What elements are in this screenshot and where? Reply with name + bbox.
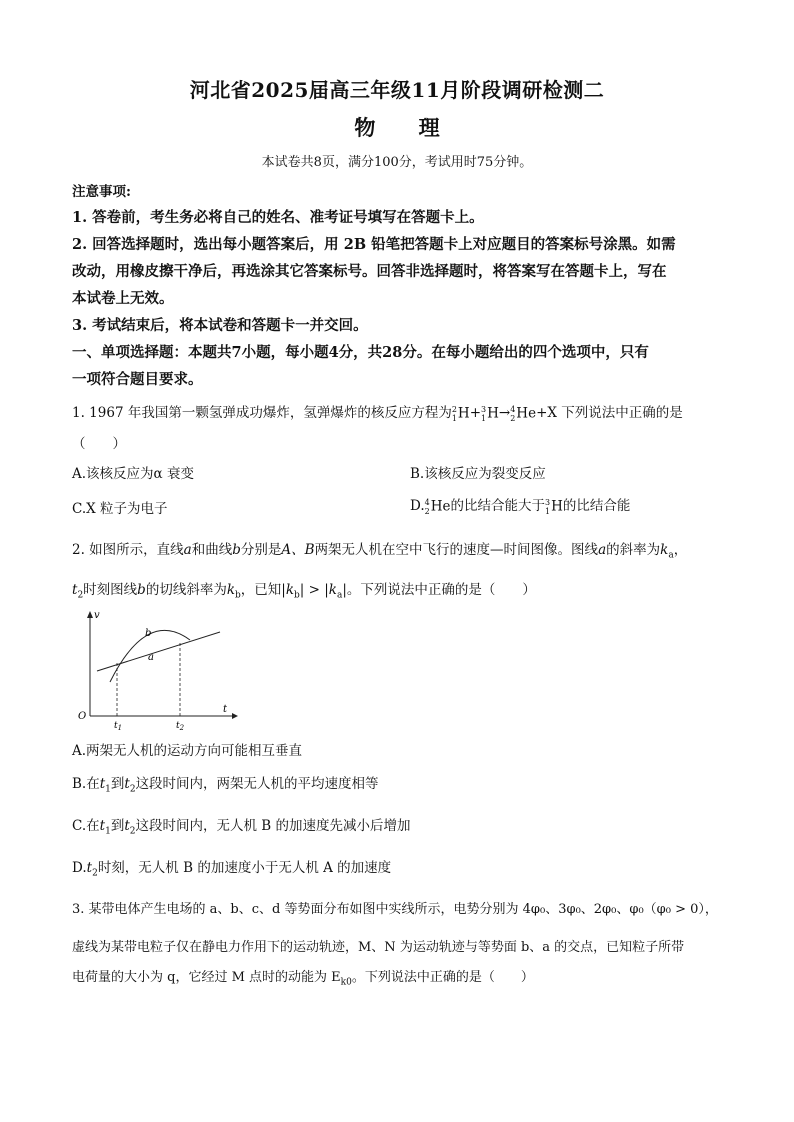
exam-title: 河北省2025届高三年级11月阶段调研检测二 <box>189 78 605 102</box>
graph-t-arrow <box>232 713 238 719</box>
q1-stem: 1. 1967 年我国第一颗氢弹成功爆炸，氢弹爆炸的核反应方程为 2 1 H+ 3 1 H→ 4 2 He+X 下列说法中正确的是 <box>72 404 683 423</box>
q1-option-a: A.该核反应为α 衰变 <box>72 466 194 482</box>
notes-heading: 注意事项: <box>72 184 131 200</box>
graph-label-b: b <box>145 628 152 639</box>
q2-option-c: C.在$t_1$到$t_2$这段时间内，无人机 B 的加速度先减小后增加 <box>72 818 411 837</box>
section1-heading: 一、单项选择题：本题共7小题，每小题4分，共28分。在每小题给出的四个选项中，只有 <box>72 344 649 361</box>
section1-heading-cont: 一项符合题目要求。 <box>72 371 203 388</box>
subject-title <box>0 112 794 142</box>
note-item-2-end: 本试卷上无效。 <box>72 290 174 307</box>
q2-option-a: A.两架无人机的运动方向可能相互垂直 <box>72 743 303 759</box>
q1-answer-paren: （ ） <box>72 436 126 452</box>
q1-option-b: B.该核反应为裂变反应 <box>410 466 546 482</box>
q1-option-d: D. 4 2 He的比结合能大于 3 1 H的比结合能 <box>410 497 631 516</box>
graph-v-label: v <box>94 610 100 621</box>
graph-t-label: t <box>223 704 228 715</box>
note-item-1: 1. 答卷前，考生务必将自己的姓名、准考证号填写在答题卡上。 <box>72 209 484 226</box>
q2-stem-line2: $t_2$时刻图线b的切线斜率为$k_b$，已知$|k_b| > |k_a|$。下列说法中正确的是（ ） <box>72 582 536 601</box>
graph-line-a <box>97 632 220 671</box>
q2-option-b: B.在$t_1$到$t_2$这段时间内，两架无人机的平均速度相等 <box>72 776 379 795</box>
q1-option-c: C.X 粒子为电子 <box>72 501 168 517</box>
note-item-2: 2. 回答选择题时，选出每小题答案后，用 2B 铅笔把答题卡上对应题目的答案标号涂黑。如需 <box>72 236 676 253</box>
q3-stem-line2: 虚线为某带电粒子仅在静电力作用下的运动轨迹，M、N 为运动轨迹与等势面 b、a 的交点，已知粒子所带 <box>72 940 685 955</box>
graph-label-a: a <box>148 652 154 663</box>
graph-v-arrow <box>87 611 93 618</box>
subject-char-1: 物 <box>354 115 376 140</box>
q2-stem-line1: 2. 如图所示，直线a和曲线b分别是A、B两架无人机在空中飞行的速度—时间图像。图线a的斜率为$k_a$， <box>72 542 688 561</box>
exam-meta: 本试卷共8页，满分100分，考试用时75分钟。 <box>261 155 533 170</box>
note-item-2-cont: 改动，用橡皮擦干净后，再选涂其它答案标号。回答非选择题时，将答案写在答题卡上，写在 <box>72 263 667 280</box>
q1-equation: 2 1 H+ 3 1 H→ 4 2 He+X <box>451 404 557 423</box>
q3-stem-line1: 3. 某带电体产生电场的 a、b、c、d 等势面分布如图中实线所示，电势分别为 4φ₀、3φ₀、2φ₀、φ₀（φ₀ > 0）， <box>72 902 718 917</box>
note-item-3: 3. 考试结束后，将本试卷和答题卡一并交回。 <box>72 317 368 334</box>
graph-label-t1: $t_1$ <box>114 721 123 732</box>
q3-stem-line3: 电荷量的大小为 q，它经过 M 点时的动能为 $E_{k0}$。下列说法中正确的是（ ） <box>72 970 534 988</box>
q2-vt-graph <box>72 606 242 732</box>
q2-option-d: $D.t_2$时刻，无人机 B 的加速度小于无人机 A 的加速度 <box>72 860 392 879</box>
graph-label-t2: $t_2$ <box>176 721 185 732</box>
subject-char-2: 理 <box>418 115 440 140</box>
graph-origin-label: O <box>78 711 87 722</box>
